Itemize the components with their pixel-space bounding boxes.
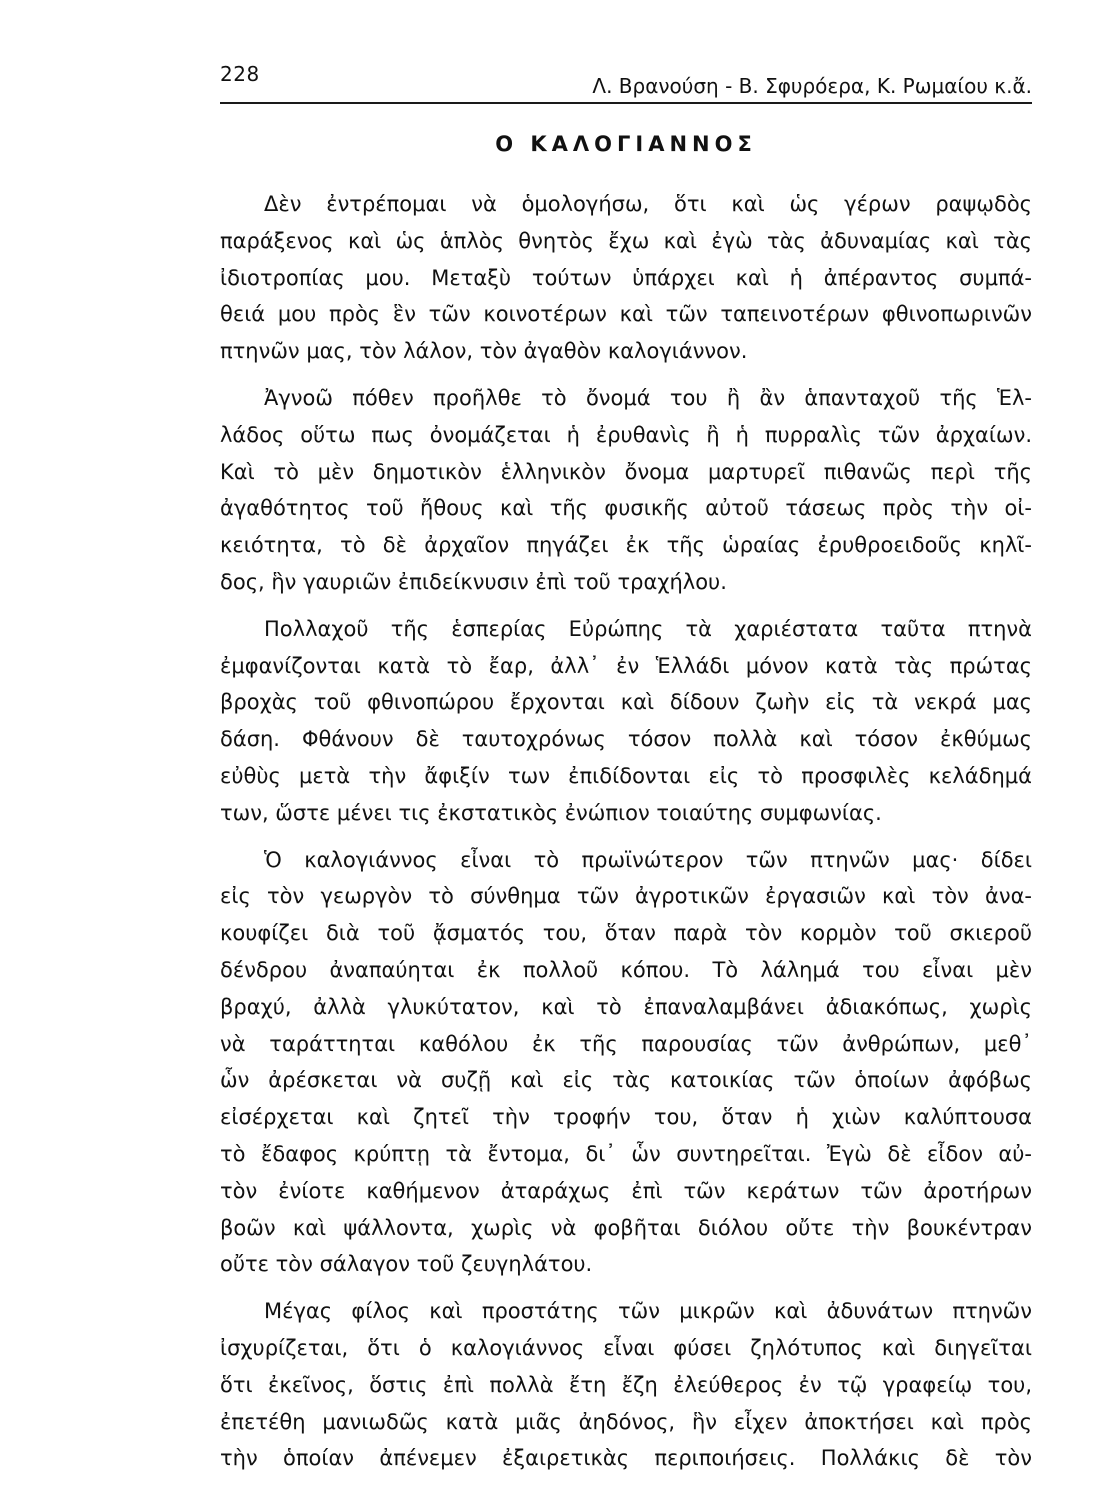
text-line: πτηνῶν μας, τὸν λάλον, τὸν ἀγαθὸν καλογιάννον. <box>220 339 748 364</box>
page-header <box>220 62 1032 102</box>
text-line: βοῶν καὶ ψάλλοντα, χωρὶς νὰ φοβῆται διόλου οὔτε τὴν βουκέντραν <box>220 1215 1032 1240</box>
text-line: παράξενος καὶ ὡς ἁπλὸς θνητὸς ἔχω καὶ ἐγὼ τὰς ἀδυναμίας καὶ τὰς <box>220 228 1032 253</box>
paragraph-gap <box>220 370 1032 380</box>
text-line: δένδρου ἀναπαύηται ἐκ πολλοῦ κόπου. Τὸ λάλημά του εἶναι μὲν <box>220 957 1032 982</box>
paragraph <box>220 1293 1032 1477</box>
paragraph-gap <box>220 1283 1032 1293</box>
text-line: τὸ ἔδαφος κρύπτῃ τὰ ἔντομα, δι᾽ ὧν συντηρεῖται. Ἐγὼ δὲ εἶδον αὐ- <box>220 1141 1032 1166</box>
text-line: κειότητα, τὸ δὲ ἀρχαῖον πηγάζει ἐκ τῆς ὡραίας ἐρυθροειδοῦς κηλῖ- <box>220 533 1032 558</box>
paragraph-gap <box>220 832 1032 842</box>
text-line: δος, ἣν γαυριῶν ἐπιδείκνυσιν ἐπὶ τοῦ τραχήλου. <box>220 569 727 594</box>
text-line: ἐμφανίζονται κατὰ τὸ ἔαρ, ἀλλ᾽ ἐν Ἑλλάδι μόνον κατὰ τὰς πρώτας <box>220 653 1032 678</box>
chapter-title: Ο ΚΑΛΟΓΙΑΝΝΟΣ <box>495 132 757 156</box>
text-line: τὴν ὁποίαν ἀπένεμεν ἐξαιρετικὰς περιποιήσεις. Πολλάκις δὲ τὸν <box>220 1446 1032 1471</box>
text-line: Ἀγνοῶ πόθεν προῆλθε τὸ ὄνομά του ἢ ἂν ἁπανταχοῦ τῆς Ἑλ- <box>264 385 1032 410</box>
text-line: βραχύ, ἀλλὰ γλυκύτατον, καὶ τὸ ἐπαναλαμβάνει ἀδιακόπως, χωρὶς <box>220 994 1032 1019</box>
paragraph <box>220 380 1032 601</box>
text-line: δάση. Φθάνουν δὲ ταυτοχρόνως τόσον πολλὰ καὶ τόσον ἐκθύμως <box>220 727 1032 752</box>
text-line: τὸν ἐνίοτε καθήμενον ἀταράχως ἐπὶ τῶν κεράτων τῶν ἀροτήρων <box>220 1178 1032 1203</box>
text-line: Ὁ καλογιάννος εἶναι τὸ πρωϊνώτερον τῶν πτηνῶν μας· δίδει <box>264 847 1032 872</box>
text-line: ἰδιοτροπίας μου. Μεταξὺ τούτων ὑπάρχει καὶ ἡ ἀπέραντος συμπά- <box>220 265 1032 290</box>
text-line: λάδος οὕτω πως ὀνομάζεται ἡ ἐρυθανὶς ἢ ἡ πυρραλὶς τῶν ἀρχαίων. <box>220 422 1032 447</box>
text-line: θειά μου πρὸς ἓν τῶν κοινοτέρων καὶ τῶν ταπεινοτέρων φθινοπωρινῶν <box>220 302 1032 327</box>
paragraph-gap <box>220 601 1032 611</box>
page-number: 228 <box>220 62 260 86</box>
text-line: Πολλαχοῦ τῆς ἑσπερίας Εὐρώπης τὰ χαριέστατα ταῦτα πτηνὰ <box>264 616 1032 641</box>
text-line: ἐπετέθη μανιωδῶς κατὰ μιᾶς ἀηδόνος, ἣν εἶχεν ἀποκτήσει καὶ πρὸς <box>220 1409 1032 1434</box>
header-rule <box>220 102 1032 104</box>
text-line: εὐθὺς μετὰ τὴν ἄφιξίν των ἐπιδίδονται εἰς τὸ προσφιλὲς κελάδημά <box>220 763 1032 788</box>
text-line: ἰσχυρίζεται, ὅτι ὁ καλογιάννος εἶναι φύσει ζηλότυπος καὶ διηγεῖται <box>220 1335 1032 1360</box>
body-text <box>220 186 1032 1477</box>
text-line: Δὲν ἐντρέπομαι νὰ ὁμολογήσω, ὅτι καὶ ὡς γέρων ραψῳδὸς <box>264 192 1032 216</box>
text-line: κουφίζει διὰ τοῦ ᾄσματός του, ὅταν παρὰ τὸν κορμὸν τοῦ σκιεροῦ <box>220 921 1032 946</box>
running-head: Λ. Βρανούση - Β. Σφυρόερα, Κ. Ρωμαίου κ.ἄ. <box>592 74 1032 98</box>
text-line: οὔτε τὸν σάλαγον τοῦ ζευγηλάτου. <box>220 1252 593 1277</box>
text-line: των, ὥστε μένει τις ἐκστατικὸς ἐνώπιον τοιαύτης συμφωνίας. <box>220 800 882 825</box>
paragraph <box>220 186 1032 370</box>
text-line: Μέγας φίλος καὶ προστάτης τῶν μικρῶν καὶ ἀδυνάτων πτηνῶν <box>264 1299 1032 1324</box>
text-line: ὧν ἀρέσκεται νὰ συζῇ καὶ εἰς τὰς κατοικίας τῶν ὁποίων ἀφόβως <box>220 1068 1032 1093</box>
paragraph <box>220 842 1032 1284</box>
paragraph <box>220 611 1032 832</box>
text-line: Καὶ τὸ μὲν δημοτικὸν ἑλληνικὸν ὄνομα μαρτυρεῖ πιθανῶς περὶ τῆς <box>220 459 1032 484</box>
text-line: βροχὰς τοῦ φθινοπώρου ἔρχονται καὶ δίδουν ζωὴν εἰς τὰ νεκρά μας <box>220 690 1032 715</box>
text-line: ἀγαθότητος τοῦ ἤθους καὶ τῆς φυσικῆς αὐτοῦ τάσεως πρὸς τὴν οἰ- <box>220 496 1032 521</box>
text-line: νὰ ταράττηται καθόλου ἐκ τῆς παρουσίας τῶν ἀνθρώπων, μεθ᾽ <box>220 1031 1032 1056</box>
text-line: ὅτι ἐκεῖνος, ὅστις ἐπὶ πολλὰ ἔτη ἔζη ἐλεύθερος ἐν τῷ γραφείῳ του, <box>220 1372 1032 1397</box>
text-line: εἰς τὸν γεωργὸν τὸ σύνθημα τῶν ἀγροτικῶν ἐργασιῶν καὶ τὸν ἀνα- <box>220 884 1032 909</box>
text-line: εἰσέρχεται καὶ ζητεῖ τὴν τροφήν του, ὅταν ἡ χιὼν καλύπτουσα <box>220 1105 1032 1130</box>
